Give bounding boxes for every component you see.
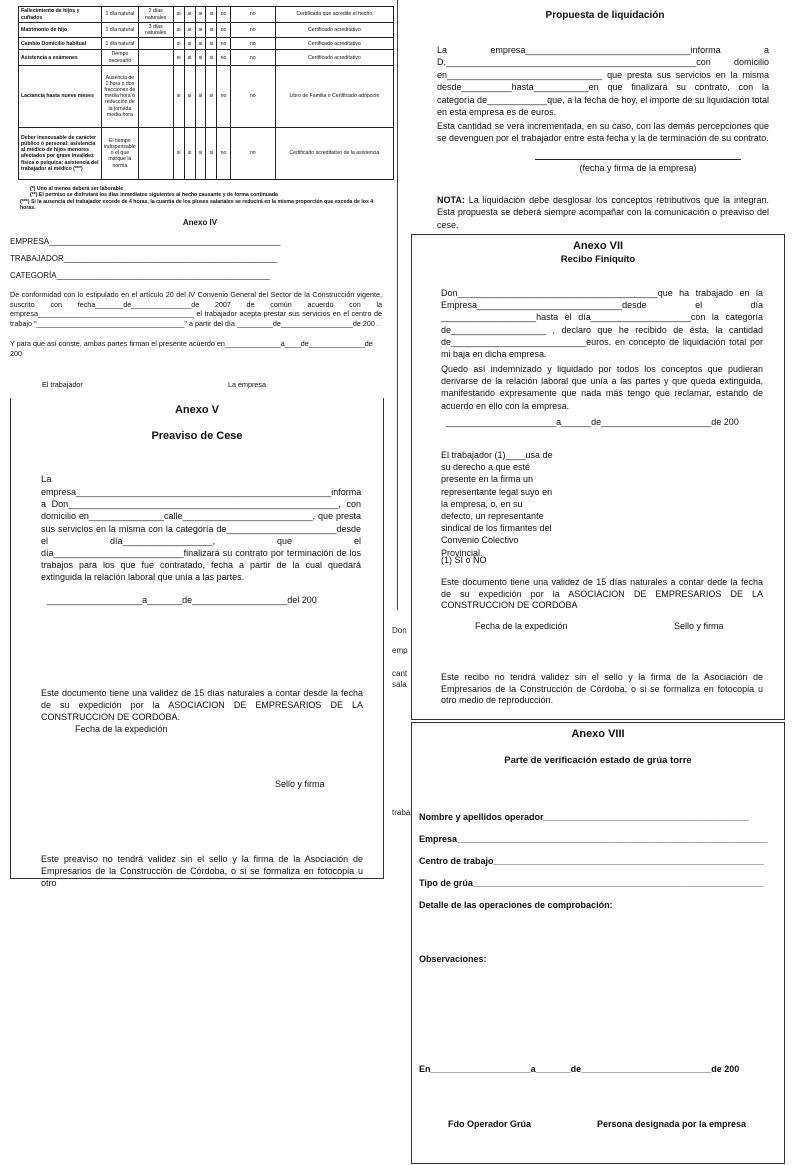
table-cell: si [195,127,206,179]
table-cell: si [173,7,184,23]
table-cell: Certificado que acredite el hecho [275,7,393,23]
table-cell: no [230,23,275,38]
table-cell: Fallecimiento de hijos y cuñados [19,7,102,23]
table-cell: no [230,38,275,50]
anexo-viii-title: Anexo VIII [571,728,625,740]
anexo-v-body-start: La [41,474,52,485]
table-row [19,127,394,179]
table-cell: Cambio Domicilio habitual [19,38,102,50]
anexo-iv-sig-worker: El trabajador [42,380,83,389]
table-cell: no [230,127,275,179]
hidden-fragment: traba [392,808,411,817]
designated-person-signature: Persona designada por la empresa [597,1119,747,1129]
anexo-v-subtitle: Preaviso de Cese [151,430,243,442]
table-cell: 1 día natural [102,38,139,50]
table-cell: no [230,7,275,23]
table-cell: Asistencia a exámenes [19,50,102,65]
table-cell: si [173,65,184,127]
anexo-iv-closing: Y para que así conste, ambas partes firman el presente acuerdo en______________a____de______________de 200 [10,339,373,358]
table-cell: Matrimonio de hijo [19,23,102,38]
anexo-vii-fecha-expedicion: Fecha de la expedición [475,621,568,631]
anexo-vii-sello-firma: Sello y firma [674,621,724,631]
anexo-iv-sig-company: La empresa [228,380,266,389]
empresa-label: EMPRESA [10,237,50,246]
table-cell: si [206,23,217,38]
trabajador-label: TRABAJADOR [10,254,64,263]
anexo-vii-body-2: Quedo así indemnizado y liquidado por todos los conceptos que pudieran derivarse de la relación laboral que unía a las partes y que queda extinguida, manifestando expresamente que nada más tengo que reclamar, estando de acuerdo en ello con la empresa. [441,364,763,411]
anexo-v-title: Anexo V [174,404,219,416]
table-note: (***) Si la ausencia del trabajador excede de 4 horas, la cuantía de los pluses salariales se reducirá en la misma proporción que exceda de los 4 horas. [20,198,374,212]
anexo-iv-title: Anexo IV [182,218,218,227]
hidden-fragment: Don [392,626,407,635]
table-cell: no [217,50,230,65]
table-cell: no [230,65,275,127]
propuesta-body-2: Esta cantidad se verá incrementada, en su caso, con las demás percepciones que se devenguen por el trabajador entre esta fecha y la de terminación de su contrato. [437,121,769,144]
table-row [19,7,394,23]
table-cell: no [217,23,230,38]
operator-signature: Fdo Operador Grúa [448,1119,532,1129]
anexo-iv-body: De conformidad con lo estipulado en el artículo 20 del IV Convenio General del Sector de la Construcción vigente, suscrito con fecha_______de_______________de 2007 de común acuerdo con la empresa_______________________________________ el trabajador acepta prestar sus servicios en el centro de trabajo "_____________________________________" a partir del día _________de__________________de 200 . [10,290,382,328]
table-cell: si [206,50,217,65]
table-cell: Lactancia hasta nueve meses [19,65,102,127]
hidden-fragment: emp [392,646,408,655]
anexo-vii-title: Anexo VII [572,240,624,252]
table-row [19,23,394,38]
table-cell: si [195,38,206,50]
operations-detail-label: Detalle de las operaciones de comprobación: [419,900,613,910]
table-cell: si [184,23,195,38]
table-cell: no [230,50,275,65]
anexo-vii-subtitle: Recibo Finiquito [560,254,636,265]
anexo-vii-footer: Este recibo no tendrá validez sin el sello y la firma de la Asociación de Empresarios de la Construcción de Córdoba, o si se formaliza en fotocopia u otro medio de reproducción. [441,672,763,705]
table-cell: Certificado acreditativo [275,23,393,38]
table-cell [138,127,173,179]
anexo-vii-trabajador-text: El trabajador (1)____usa de su derecho a que esté presente en la firma un representante legal suyo en la empresa, o, en su defecto, un representante sindical de los firmantes del Convenio Colectivo Provincial. [441,450,553,558]
anexo-vii-date-line: ______________________a______de______________________de 200 [446,417,739,427]
table-cell: si [184,65,195,127]
table-cell: si [195,23,206,38]
permissions-table [18,6,394,180]
table-cell: 1 día natural [102,7,139,23]
crane-type-field: Tipo de grúa__________________________________________________________ [419,878,764,888]
hidden-fragment: cant [392,669,408,678]
table-cell: Ausencia de 1 hora o dos fracciones de media hora o reducción de la jornada media hora [102,65,139,127]
table-cell: 2 días naturales [138,7,173,23]
hidden-fragment: sala [392,680,407,689]
anexo-viii-date-line: En____________________a_______de__________________________de 200 [419,1064,740,1074]
table-cell [138,38,173,50]
categoria-label: CATEGORÍA [10,271,57,280]
table-cell: si [173,38,184,50]
anexo-viii-box [411,722,785,1164]
anexo-vii-body: Don________________________________________que ha trabajado en la Empresa_____________________________desde el día ___________________hasta el día____________________con la categoría de___________________ , declaro que he recibido de ésta, la cantidad de___________________________euros. en concepto de liquidación total por mi baja en dicha empresa. [441,288,763,360]
anexo-vii-validity: Este documento tiene una validez de 15 días naturales a contar dede la fecha de su expedición por la ASOCIACION DE EMPRESARIOS DE LA CONSTRUCCION DE CORDOBA [441,577,763,610]
table-row [19,38,394,50]
anexo-vii-box [411,234,785,720]
table-cell: Certificado acreditativo [275,38,393,50]
anexo-vii-si-no: (1) SI o NO [441,555,487,565]
table-cell: 1 día natural [102,23,139,38]
table-notes [20,186,390,212]
table-cell: si [195,65,206,127]
work-center-field: Centro de trabajo______________________________________________________ [419,856,764,866]
table-cell: si [184,7,195,23]
propuesta-nota [437,194,769,231]
table-cell: no [217,7,230,23]
table-cell: si [195,50,206,65]
table-cell: Certificado acreditativo de la asistencia [275,127,393,179]
table-cell: si [206,127,217,179]
company-field: Empresa______________________________________________________________ [419,834,768,844]
table-cell: si [173,50,184,65]
table-cell: si [206,7,217,23]
anexo-v-date-line: ___________________a_______de___________________del 200 [47,595,317,605]
table-cell: si [206,65,217,127]
table-cell: no [217,38,230,50]
table-cell: Tiempo necesario [102,50,139,65]
table-cell: si [184,38,195,50]
anexo-v-body: empresa___________________________________________________informa a Don______________________________________________________, con domicilio en_______________calle__________________________, que presta sus servicios en la misma con la categoría de______________________desde el día__________________, que el día__________________________finalizará su contrato por terminación de los trabajos para los que fue contratado, fecha a partir de la cual quedará extinguida la relación laboral que unía a las partes. [41,487,362,583]
nota-label: NOTA: [437,195,465,205]
table-cell: no [217,65,230,127]
table-cell: si [184,50,195,65]
operator-name-field: Nombre y apellidos operador_________________________________________ [419,812,749,822]
table-cell: si [206,38,217,50]
table-note: (*) Uno al menos deberá ser laborable [30,186,124,192]
table-cell: Deber inexcusable de carácter público ó personal; asistencia al médico de hijos menores afectados por grave invalidez física o psíquica; asistencia del trabajador al médico (***) [19,127,102,179]
table-row [19,65,394,127]
propuesta-body: La empresa_________________________________informa a D.__________________________________________________con domicilio en_______________________________ que presta sus servicios en la misma desde__________hasta___________en que finalizará su contrato, con la categoría de____________que, a la fecha de hoy, el importe de su liquidación total en esta empresa es de euros. [437,45,769,118]
table-cell: si [184,127,195,179]
page-divider [397,0,398,610]
table-cell: si [195,7,206,23]
propuesta-firma: (fecha y firma de la empresa) [579,163,697,173]
table-note: (**) El permiso se disfrutará los días inmediatos siguientes al hecho causante y de forma continuada [30,192,278,199]
table-cell: Certificado acreditativo [275,50,393,65]
nota-text: La liquidación debe desglosar los conceptos retributivos que la integran. Esta propuesta se deberá siempre acompañar con la comunicación o preaviso del cese. [437,195,769,230]
table-cell: no [217,127,230,179]
table-cell [138,65,173,127]
propuesta-title: Propuesta de liquidación [545,10,665,21]
anexo-v-footer: Este preaviso no tendrá validez sin el sello y la firma de la Asociación de Empresarios de la Construcción de Córdoba, o si se formaliza en fotocopia u otro [41,854,363,888]
observations-label: Observaciones: [419,954,487,964]
table-cell: 3 días naturales [138,23,173,38]
anexo-v-box [10,398,384,888]
table-cell: si [173,23,184,38]
table-cell: Libro de Familia o Certificado adopción [275,65,393,127]
anexo-v-fecha-expedicion: Fecha de la expedición [75,724,168,734]
table-cell: si [173,127,184,179]
anexo-v-validity: Este documento tiene una validez de 15 días naturales a contar desde la fecha de su expedición por la ASOCIACION DE EMPRESARIOS DE LA CONSTRUCCION DE CORDOBA. [41,688,363,722]
anexo-v-sello-firma: Sello y firma [275,779,325,789]
table-cell [138,50,173,65]
table-cell: El tiempo indispensable o el que marque la norma [102,127,139,179]
signature-line [535,159,741,160]
table-row [19,50,394,65]
anexo-viii-subtitle: Parte de verificación estado de grúa torre [504,755,692,766]
anexo-iv-fields: EMPRESA____________________________________________________ TRABAJADOR________________________________________________ CATEGORÍA________________________________________________ [10,237,281,280]
